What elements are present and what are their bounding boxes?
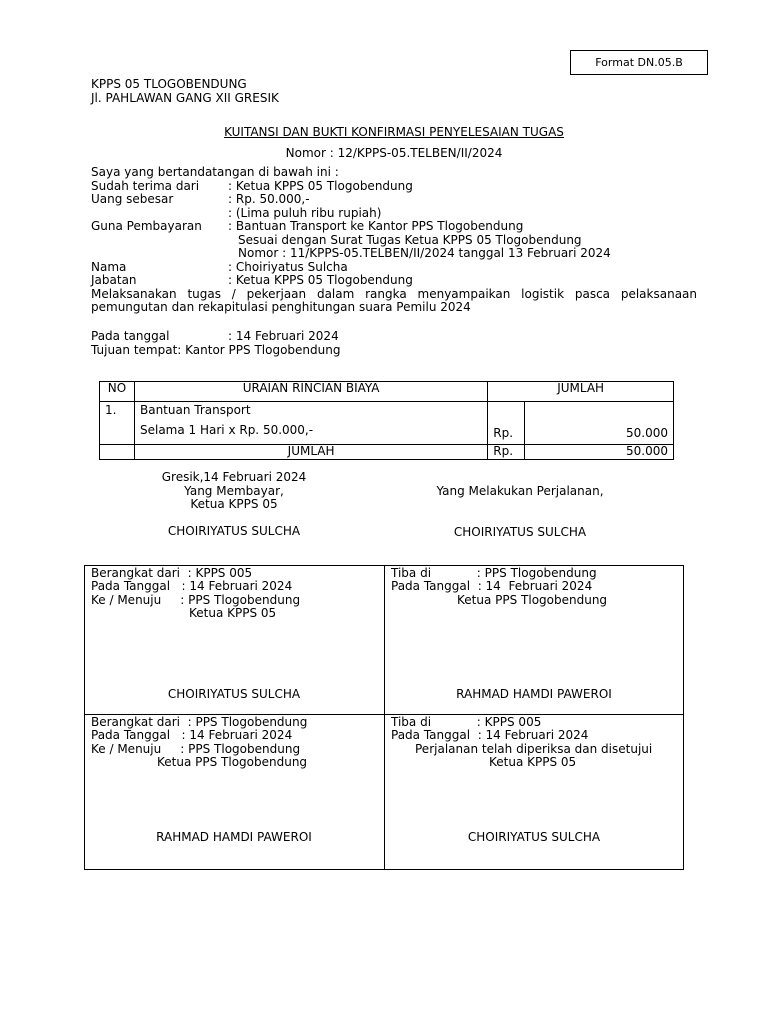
departure-1-from: Berangkat dari : KPPS 005 <box>91 566 253 580</box>
row-no: 1. <box>100 402 135 445</box>
arrival-cell-1 <box>385 566 683 714</box>
traveler-role: Yang Melakukan Perjalanan, <box>436 484 604 498</box>
traveler-signature-block <box>420 485 620 539</box>
format-code-box <box>570 50 708 75</box>
table-header-row <box>100 382 674 402</box>
departure-cell-1 <box>85 566 383 714</box>
payer-title: Ketua KPPS 05 <box>190 497 278 511</box>
departure-2-signer: RAHMAD HAMDI PAWEROI <box>156 830 312 844</box>
total-amount: 50.000 <box>525 445 674 460</box>
arrival-2-title: Ketua KPPS 05 <box>489 755 577 769</box>
signature-place-date: Gresik,14 Februari 2024 <box>161 470 307 484</box>
purpose-label: Guna Pembayaran <box>91 219 202 233</box>
payer-signature-block <box>134 471 334 538</box>
arrival-2-at: Tiba di : KPPS 005 <box>391 715 542 729</box>
travel-confirmation-grid <box>84 565 684 870</box>
row-amount: 50.000 <box>525 402 674 445</box>
document-title: KUITANSI DAN BUKTI KONFIRMASI PENYELESAIAN TUGAS <box>224 125 564 139</box>
payer-role: Yang Membayar, <box>184 483 284 498</box>
arrival-2-signer: CHOIRIYATUS SULCHA <box>467 830 601 844</box>
receipt-info <box>91 166 697 357</box>
departure-1-to: Ke / Menuju : PPS Tlogobendung <box>91 593 301 607</box>
header-amount: JUMLAH <box>488 382 674 402</box>
purpose-reference: Sesuai dengan Surat Tugas Ketua KPPS 05 Tlogobendung <box>238 232 582 247</box>
row-description-line2: Selama 1 Hari x Rp. 50.000,- <box>139 422 314 437</box>
header <box>91 78 279 105</box>
intro-text: Saya yang bertandatangan di bawah ini : <box>91 165 339 179</box>
task-description-line2: pemungutan dan rekapitulasi penghitungan suara Pemilu 2024 <box>91 300 471 314</box>
departure-2-from: Berangkat dari : PPS Tlogobendung <box>91 715 308 729</box>
total-currency: Rp. <box>488 445 525 460</box>
header-description: URAIAN RINCIAN BIAYA <box>134 382 487 402</box>
header-no: NO <box>100 382 135 402</box>
departure-1-signer: CHOIRIYATUS SULCHA <box>167 687 301 701</box>
table-total-row <box>100 445 674 460</box>
arrival-1-title: Ketua PPS Tlogobendung <box>457 593 608 607</box>
row-description-line1: Bantuan Transport <box>139 403 251 417</box>
arrival-1-date: Pada Tanggal : 14 Februari 2024 <box>391 579 593 593</box>
table-row <box>100 402 674 445</box>
org-address: Jl. PAHLAWAN GANG XII GRESIK <box>91 90 279 105</box>
departure-1-date: Pada Tanggal : 14 Februari 2024 <box>91 579 293 593</box>
cost-table <box>99 381 674 460</box>
arrival-2-date: Pada Tanggal : 14 Februari 2024 <box>391 728 589 742</box>
arrival-1-at: Tiba di : PPS Tlogobendung <box>391 566 597 580</box>
row-currency: Rp. <box>488 402 525 445</box>
received-from-value: : Ketua KPPS 05 Tlogobendung <box>228 178 413 193</box>
total-label: JUMLAH <box>134 445 487 460</box>
amount-label: Uang sebesar <box>91 192 174 206</box>
position-value: : Ketua KPPS 05 Tlogobendung <box>228 273 413 287</box>
task-description-line1: Melaksanakan tugas / pekerjaan dalam rangka menyampaikan logistik pasca pelaksanaan <box>91 286 697 301</box>
traveler-name: CHOIRIYATUS SULCHA <box>453 524 587 539</box>
amount-words: : (Lima puluh ribu rupiah) <box>228 205 382 220</box>
received-from-label: Sudah terima dari <box>91 178 200 193</box>
arrival-cell-2 <box>385 715 683 863</box>
departure-cell-2 <box>85 715 383 863</box>
arrival-2-approval: Perjalanan telah diperiksa dan disetujui <box>415 742 653 756</box>
name-value: : Choiriyatus Sulcha <box>228 259 348 274</box>
departure-2-to: Ke / Menuju : PPS Tlogobendung <box>91 742 301 756</box>
org-name: KPPS 05 TLOGOBENDUNG <box>91 77 247 91</box>
format-code: Format DN.05.B <box>595 56 683 69</box>
document-number: Nomor : 12/KPPS-05.TELBEN/II/2024 <box>285 146 503 160</box>
departure-2-title: Ketua PPS Tlogobendung <box>157 755 308 769</box>
name-label: Nama <box>91 259 127 274</box>
date-label: Pada tanggal <box>91 329 170 343</box>
arrival-1-signer: RAHMAD HAMDI PAWEROI <box>456 687 612 701</box>
amount-value: : Rp. 50.000,- <box>228 192 310 206</box>
row-description <box>134 402 487 445</box>
purpose-reference-number: Nomor : 11/KPPS-05.TELBEN/II/2024 tanggal 13 Februari 2024 <box>238 246 611 260</box>
departure-2-date: Pada Tanggal : 14 Februari 2024 <box>91 728 293 742</box>
payer-name: CHOIRIYATUS SULCHA <box>167 523 301 538</box>
purpose-value: : Bantuan Transport ke Kantor PPS Tlogobendung <box>228 219 524 233</box>
departure-1-title: Ketua KPPS 05 <box>189 606 277 620</box>
destination: Tujuan tempat: Kantor PPS Tlogobendung <box>91 342 341 357</box>
position-label: Jabatan <box>91 273 137 287</box>
date-value: : 14 Februari 2024 <box>228 329 339 343</box>
